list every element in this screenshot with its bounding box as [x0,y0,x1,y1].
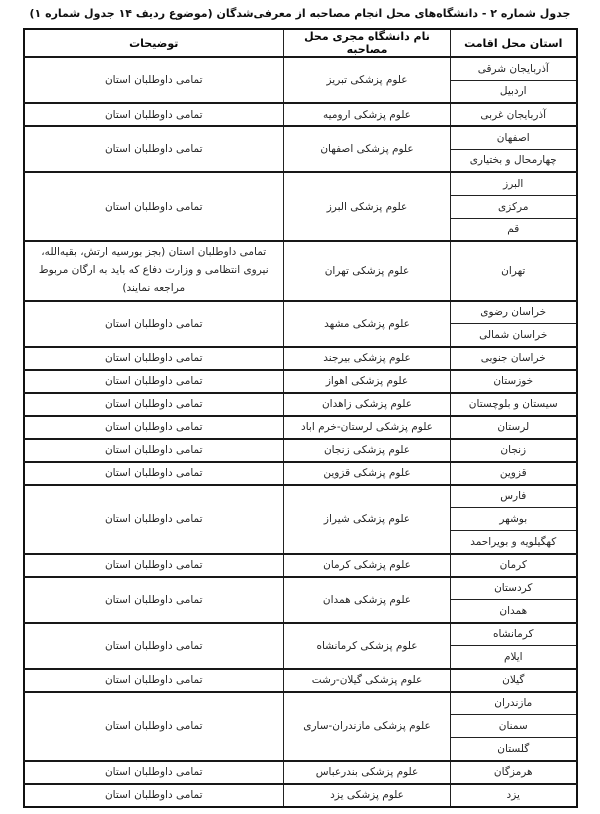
interview-locations-table [23,28,578,808]
table-row [24,462,577,485]
province-cell: چهارمحال و بختیاری [451,149,577,172]
province-cell: زنجان [451,439,577,462]
notes-cell: تمامی داوطلبان استان [24,761,284,784]
table-row [24,784,577,807]
university-cell: علوم پزشکی البرز [284,172,451,241]
province-cell: مرکزی [451,195,577,218]
notes-cell: تمامی داوطلبان استان [24,577,284,623]
university-cell: علوم پزشکی یزد [284,784,451,807]
notes-cell: تمامی داوطلبان استان [24,439,284,462]
province-cell: کردستان [451,577,577,600]
province-cell: مازندران [451,692,577,715]
header-notes: توضیحات [24,29,284,57]
table-row [24,669,577,692]
table-row [24,439,577,462]
province-cell: تهران [451,241,577,301]
university-cell: علوم پزشکی مازندران-ساری [284,692,451,761]
university-cell: علوم پزشکی اهواز [284,370,451,393]
province-cell: همدان [451,600,577,623]
header-university: نام دانشگاه مجری محل مصاحبه [284,29,451,57]
notes-cell: تمامی داوطلبان استان [24,485,284,554]
university-cell: علوم پزشکی لرستان-خرم اباد [284,416,451,439]
university-cell: علوم پزشکی شیراز [284,485,451,554]
table-row [24,554,577,577]
table-row [24,692,577,715]
notes-cell: تمامی داوطلبان استان [24,126,284,172]
university-cell: علوم پزشکی اصفهان [284,126,451,172]
notes-cell: تمامی داوطلبان استان [24,370,284,393]
university-cell: علوم پزشکی تهران [284,241,451,301]
notes-cell: تمامی داوطلبان استان [24,554,284,577]
university-cell: علوم پزشکی قزوین [284,462,451,485]
table-row [24,577,577,600]
province-cell: قم [451,218,577,241]
table-row [24,241,577,301]
table-row [24,172,577,195]
table-title: جدول شماره ۲ - دانشگاه‌های محل انجام مصاحبه از معرفی‌شدگان (موضوع ردیف ۱۴ جدول شماره ۱) [29,7,571,20]
notes-cell: تمامی داوطلبان استان [24,692,284,761]
university-cell: علوم پزشکی بیرجند [284,347,451,370]
notes-cell: تمامی داوطلبان استان [24,393,284,416]
notes-cell: تمامی داوطلبان استان [24,416,284,439]
province-cell: هرمزگان [451,761,577,784]
province-cell: خوزستان [451,370,577,393]
province-cell: سمنان [451,715,577,738]
university-cell: علوم پزشکی تبریز [284,57,451,103]
university-cell: علوم پزشکی کرمانشاه [284,623,451,669]
province-cell: قزوین [451,462,577,485]
province-cell: ایلام [451,646,577,669]
header-province: استان محل اقامت [451,29,577,57]
province-cell: آذربایجان غربی [451,103,577,126]
province-cell: سیستان و بلوچستان [451,393,577,416]
university-cell: علوم پزشکی بندرعباس [284,761,451,784]
university-cell: علوم پزشکی همدان [284,577,451,623]
province-cell: آذربایجان شرقی [451,57,577,80]
notes-cell: تمامی داوطلبان استان [24,347,284,370]
province-cell: گلستان [451,738,577,761]
province-cell: کرمان [451,554,577,577]
province-cell: گیلان [451,669,577,692]
province-cell: لرستان [451,416,577,439]
notes-cell: تمامی داوطلبان استان [24,784,284,807]
province-cell: کهگیلویه و بویراحمد [451,531,577,554]
table-row [24,623,577,646]
university-cell: علوم پزشکی زاهدان [284,393,451,416]
notes-cell: تمامی داوطلبان استان [24,301,284,347]
table-row [24,301,577,324]
province-cell: اصفهان [451,126,577,149]
university-cell: علوم پزشکی گیلان-رشت [284,669,451,692]
province-cell: کرمانشاه [451,623,577,646]
notes-cell: تمامی داوطلبان استان [24,172,284,241]
table-row [24,485,577,508]
province-cell: البرز [451,172,577,195]
province-cell: خراسان جنوبی [451,347,577,370]
university-cell: علوم پزشکی مشهد [284,301,451,347]
table-row [24,126,577,149]
table-row [24,370,577,393]
table-row [24,103,577,126]
table-row [24,761,577,784]
province-cell: بوشهر [451,508,577,531]
table-row [24,347,577,370]
notes-cell: تمامی داوطلبان استان [24,669,284,692]
notes-cell: تمامی داوطلبان استان [24,623,284,669]
notes-cell: تمامی داوطلبان استان (بجز بورسیه ارتش، بقیه‌الله، نیروی انتظامی و وزارت دفاع که باید به ارگان مربوط مراجعه نمایند) [24,241,284,301]
university-cell: علوم پزشکی کرمان [284,554,451,577]
notes-cell: تمامی داوطلبان استان [24,462,284,485]
notes-cell: تمامی داوطلبان استان [24,103,284,126]
table-row [24,57,577,80]
table-row [24,393,577,416]
province-cell: خراسان شمالی [451,324,577,347]
university-cell: علوم پزشکی ارومیه [284,103,451,126]
table-row [24,416,577,439]
province-cell: یزد [451,784,577,807]
university-cell: علوم پزشکی زنجان [284,439,451,462]
header-row [24,29,577,57]
province-cell: فارس [451,485,577,508]
province-cell: خراسان رضوی [451,301,577,324]
notes-cell: تمامی داوطلبان استان [24,57,284,103]
province-cell: اردبیل [451,80,577,103]
